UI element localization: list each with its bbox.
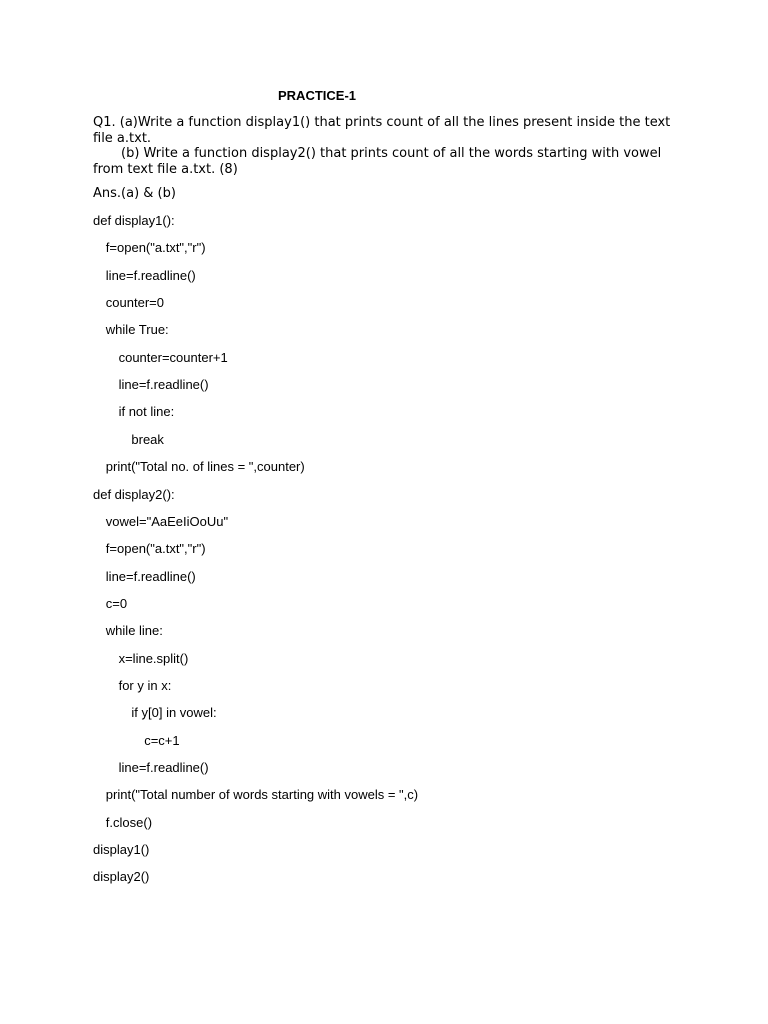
code-line: f=open("a.txt","r") — [105, 240, 206, 256]
answer-label: Ans.(a) & (b) — [93, 186, 176, 201]
code-line: counter=counter+1 — [118, 349, 228, 365]
code-line: def display2(): — [93, 486, 175, 502]
question-text — [93, 115, 683, 177]
question-part-a: Q1. (a)Write a function display1() that prints count of all the lines present inside the text file a.txt. — [93, 115, 671, 146]
page-title: PRACTICE-1 — [278, 88, 357, 103]
code-line: while True: — [105, 322, 169, 338]
code-line: c=0 — [105, 595, 128, 611]
code-line: c=c+1 — [144, 732, 180, 748]
code-line: def display1(): — [93, 213, 175, 228]
code-line: f.close() — [105, 814, 153, 830]
code-line: line=f.readline() — [118, 760, 209, 775]
code-line: counter=0 — [105, 295, 164, 311]
code-line: vowel="AaEeIiOoUu" — [105, 513, 229, 529]
code-line: print("Total number of words starting with vowels = ",c) — [105, 787, 419, 803]
code-line: break — [131, 431, 164, 447]
code-line: x=line.split() — [118, 650, 189, 666]
code-line: print("Total no. of lines = ",counter) — [105, 459, 305, 475]
code-line: display1() — [93, 842, 150, 858]
code-line: if y[0] in vowel: — [131, 705, 217, 721]
code-line: line=f.readline() — [105, 267, 196, 283]
code-line: f=open("a.txt","r") — [105, 541, 206, 557]
code-line: display2() — [93, 869, 150, 885]
code-line: line=f.readline() — [118, 377, 209, 393]
code-line: line=f.readline() — [105, 568, 196, 584]
code-line: for y in x: — [118, 677, 172, 693]
code-line: while line: — [105, 623, 163, 639]
question-part-b: (b) Write a function display2() that prints count of all the words starting with vowel from text file a.txt. (8) — [93, 146, 662, 177]
code-line: if not line: — [118, 404, 175, 420]
